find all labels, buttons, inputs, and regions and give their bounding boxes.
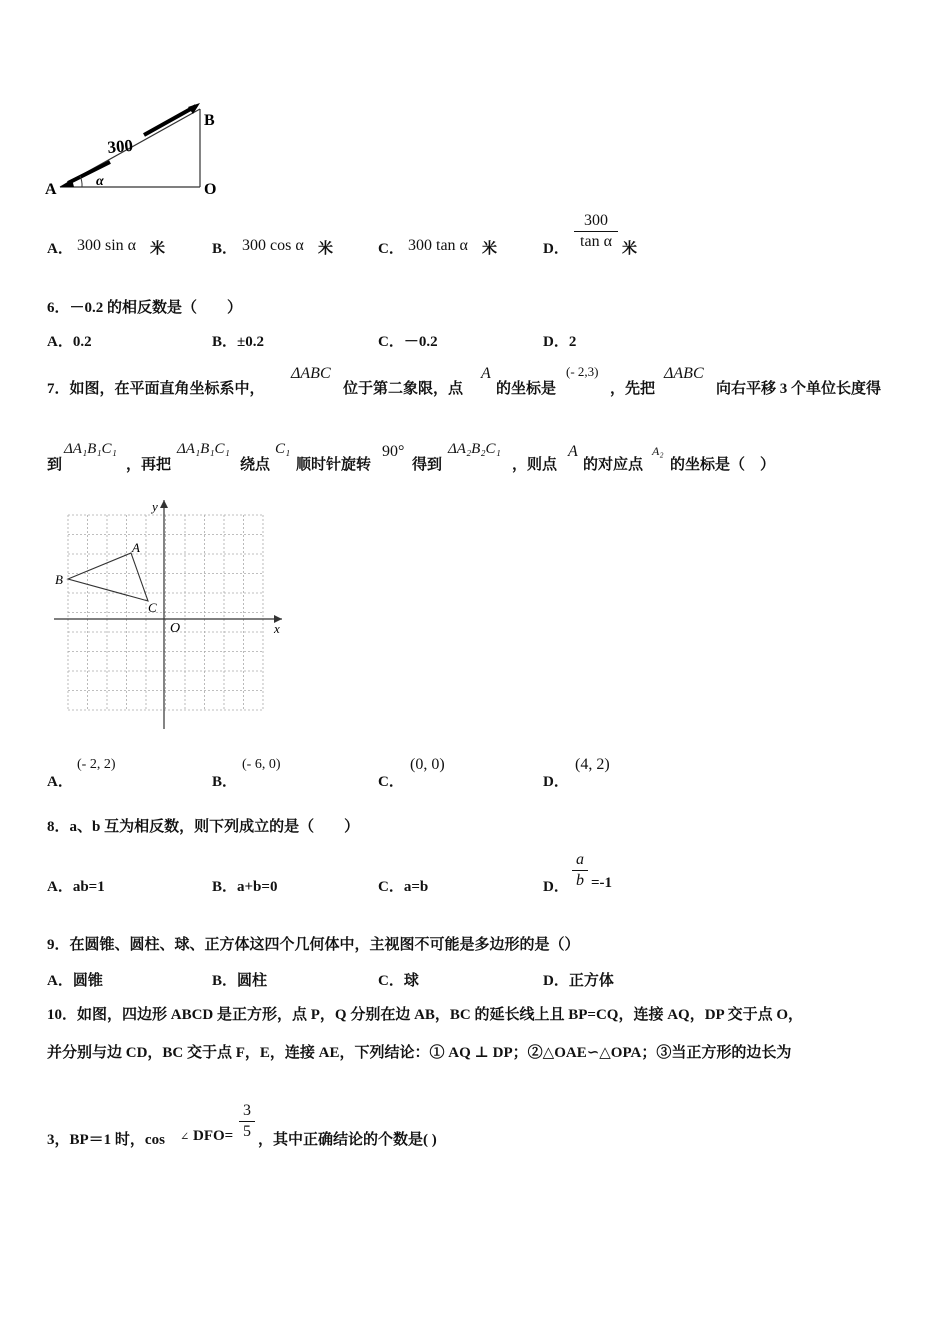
q7-math-a: A bbox=[481, 365, 491, 382]
q6-opt-b: B．±0.2 bbox=[212, 334, 264, 350]
q7-math-a2b2c1: ΔA₂B₂C₁ bbox=[448, 441, 501, 457]
q10-line-3-b: DFO= bbox=[193, 1128, 234, 1144]
q9-opt-c: C．球 bbox=[378, 973, 419, 989]
fig1-label-a: A bbox=[45, 181, 57, 198]
q7-math-a1b1c1-2: ΔA₁B₁C₁ bbox=[177, 441, 230, 457]
q5-opt-c-unit: 米 bbox=[482, 241, 498, 257]
q5-opt-d-den: tan α bbox=[580, 233, 612, 250]
y-axis-arrow bbox=[160, 500, 168, 508]
grid-lines bbox=[68, 515, 263, 710]
q10-line-1: 10．如图，四边形 ABCD 是正方形，点 P，Q 分别在边 AB，BC 的延长线上且 BP=CQ，连接 AQ，DP 交于点 O， bbox=[47, 1007, 804, 1023]
q7-math-a2: A₂ bbox=[652, 444, 664, 458]
q7-line2-text-1: 到 bbox=[47, 457, 63, 473]
q5-opt-d-num: 300 bbox=[574, 212, 618, 232]
q7-opt-d: (4, 2) bbox=[575, 756, 610, 773]
q10-frac-den: 5 bbox=[243, 1123, 251, 1140]
q6-opt-d: D．2 bbox=[543, 334, 577, 350]
q7-math-c1: C₁ bbox=[275, 441, 291, 457]
fig1-length: 300 bbox=[106, 135, 134, 157]
q7-line2-text-7: 的对应点 bbox=[583, 457, 644, 473]
q7-opt-a: (- 2, 2) bbox=[77, 757, 116, 772]
q10-line-3-c: ，其中正确结论的个数是( ) bbox=[258, 1132, 437, 1148]
q7-math-a-2: A bbox=[568, 443, 578, 460]
q8-stem: 8．a、b 互为相反数，则下列成立的是（ ） bbox=[47, 819, 360, 835]
q5-opt-c-label: C． bbox=[378, 241, 404, 257]
q8-opt-d-fraction bbox=[572, 851, 588, 890]
arrow-upper bbox=[144, 106, 196, 135]
grid-label-c: C bbox=[148, 600, 157, 615]
slope-triangle-figure bbox=[40, 95, 230, 205]
q5-opt-d-fraction bbox=[574, 212, 618, 251]
q8-opt-d-den: b bbox=[576, 872, 584, 889]
q8-opt-c: C．a=b bbox=[378, 879, 429, 895]
fig1-label-o: O bbox=[204, 181, 217, 198]
q7-opt-b: (- 6, 0) bbox=[242, 757, 281, 772]
q6-stem: 6．－0.2 的相反数是（ ） bbox=[47, 300, 243, 316]
q5-opt-a-unit: 米 bbox=[150, 241, 166, 257]
q7-line2-text-5: 得到 bbox=[412, 457, 443, 473]
q7-line2-text-6: ，则点 bbox=[512, 457, 558, 473]
grid-label-a: A bbox=[132, 540, 140, 555]
q10-fraction bbox=[239, 1102, 255, 1141]
q7-opt-b-label: B． bbox=[212, 774, 238, 790]
q9-opt-d: D．正方体 bbox=[543, 973, 614, 989]
q9-opt-b: B．圆柱 bbox=[212, 973, 268, 989]
grid-label-o: O bbox=[170, 621, 181, 636]
q7-line2-text-8: 的坐标是（ ） bbox=[670, 457, 776, 473]
q6-opt-c: C．－0.2 bbox=[378, 334, 438, 350]
q5-opt-a-label: A． bbox=[47, 241, 73, 257]
q7-math-abc: ΔABC bbox=[291, 365, 331, 382]
q8-opt-d-num: a bbox=[572, 851, 588, 871]
q5-opt-a-expr: 300 sin α bbox=[77, 237, 137, 254]
coordinate-grid-figure bbox=[50, 495, 290, 735]
q7-text-1: 7．如图，在平面直角坐标系中， bbox=[47, 381, 265, 397]
fig1-label-b: B bbox=[204, 112, 215, 129]
q10-line-2: 并分别与边 CD，BC 交于点 F，E，连接 AE，下列结论：① AQ ⊥ DP；②△OAE∽△OPA；③当正方形的边长为 bbox=[47, 1045, 792, 1061]
q9-stem: 9．在圆锥、圆柱、球、正方体这四个几何体中，主视图不可能是多边形的是（） bbox=[47, 937, 580, 953]
q7-text-5: 向右平移 3 个单位长度得 bbox=[716, 381, 882, 397]
arrow-head-up bbox=[188, 103, 200, 114]
arrow-head-down bbox=[60, 179, 74, 187]
triangle-abc bbox=[68, 553, 148, 601]
q7-opt-c: (0, 0) bbox=[410, 756, 445, 773]
q8-opt-a: A．ab=1 bbox=[47, 879, 105, 895]
grid-label-b: B bbox=[55, 572, 63, 587]
q10-angle-symbol: ∠ bbox=[180, 1131, 190, 1143]
grid-label-x: x bbox=[274, 621, 280, 636]
q7-line2-text-4: 顺时针旋转 bbox=[296, 457, 372, 473]
q6-opt-a: A．0.2 bbox=[47, 334, 92, 350]
q7-line2-text-2: ，再把 bbox=[126, 457, 172, 473]
q5-opt-d-unit: 米 bbox=[622, 241, 638, 257]
q5-opt-d-label: D． bbox=[543, 241, 569, 257]
q5-opt-b-unit: 米 bbox=[318, 241, 334, 257]
q7-text-3: 的坐标是 bbox=[496, 381, 557, 397]
q7-opt-a-label: A． bbox=[47, 774, 73, 790]
q7-math-coord: (- 2,3) bbox=[566, 364, 599, 379]
q9-opt-a: A．圆锥 bbox=[47, 973, 103, 989]
q7-opt-d-label: D． bbox=[543, 774, 569, 790]
q7-opt-c-label: C． bbox=[378, 774, 404, 790]
q5-opt-c-expr: 300 tan α bbox=[408, 237, 468, 254]
q10-line-3-a: 3，BP＝1 时，cos bbox=[47, 1132, 165, 1148]
q8-opt-d-tail: =-1 bbox=[591, 875, 613, 891]
fig1-angle: α bbox=[96, 174, 104, 189]
q7-math-abc-2: ΔABC bbox=[664, 365, 704, 382]
q5-opt-b-label: B． bbox=[212, 241, 238, 257]
grid-label-y: y bbox=[152, 499, 158, 514]
q8-opt-b: B．a+b=0 bbox=[212, 879, 278, 895]
q7-line2-text-3: 绕点 bbox=[240, 457, 271, 473]
q7-text-2: 位于第二象限，点 bbox=[343, 381, 464, 397]
q7-math-90: 90° bbox=[382, 443, 405, 460]
q8-opt-d-label: D． bbox=[543, 879, 569, 895]
q7-text-4: ，先把 bbox=[610, 381, 656, 397]
q5-opt-b-expr: 300 cos α bbox=[242, 237, 304, 254]
q7-math-a1b1c1: ΔA₁B₁C₁ bbox=[64, 441, 117, 457]
q10-frac-num: 3 bbox=[239, 1102, 255, 1122]
